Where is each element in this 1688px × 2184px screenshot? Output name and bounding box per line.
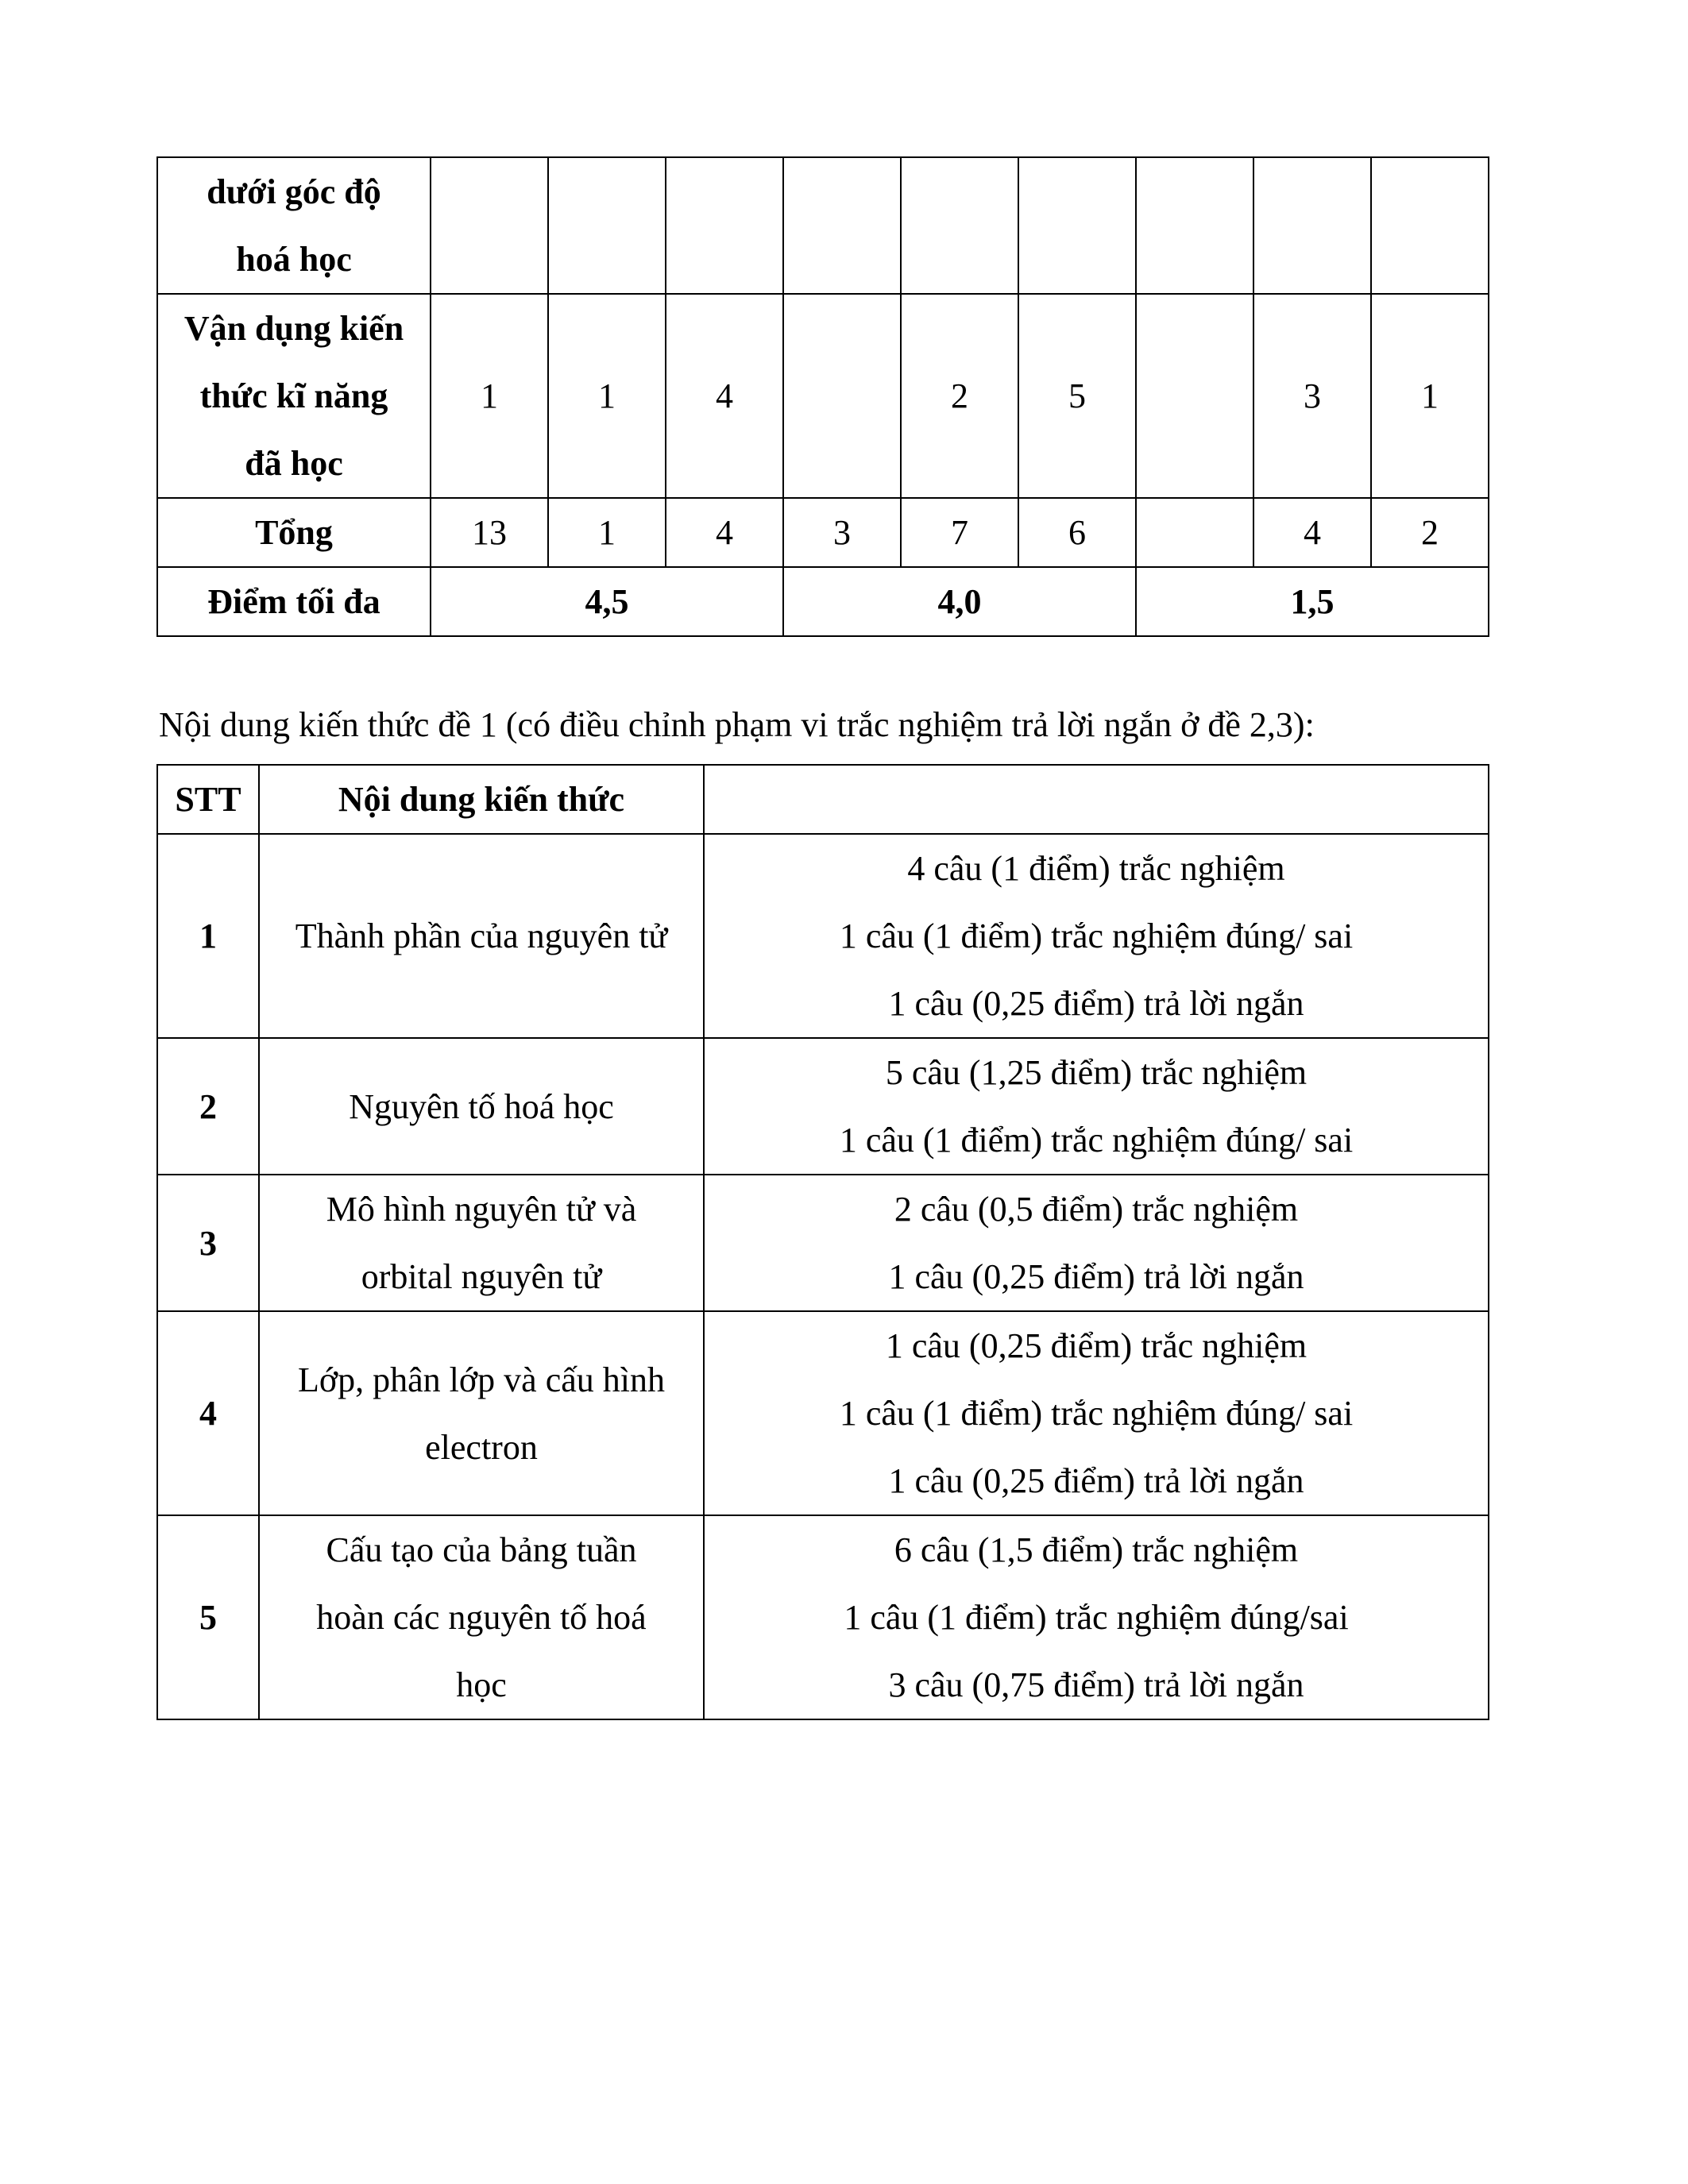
stt-cell: 3 [157, 1175, 259, 1311]
table-row [157, 294, 1489, 498]
content-cell: Thành phần của nguyên tử [259, 834, 704, 1038]
table-row [157, 1311, 1489, 1515]
table-cell [431, 157, 548, 294]
table-row [157, 1515, 1489, 1719]
details-cell: 5 câu (1,25 điểm) trắc nghiệm 1 câu (1 điểm) trắc nghiệm đúng/ sai [704, 1038, 1489, 1175]
table-cell [1136, 294, 1253, 498]
details-cell: 6 câu (1,5 điểm) trắc nghiệm 1 câu (1 điểm) trắc nghiệm đúng/sai 3 câu (0,75 điểm) trả lời ngắn [704, 1515, 1489, 1719]
row-label: Điểm tối đa [157, 567, 431, 636]
table-cell: 6 [1018, 498, 1136, 567]
row-label: Tổng [157, 498, 431, 567]
max-score-cell: 4,0 [783, 567, 1136, 636]
table-cell [1136, 498, 1253, 567]
row-label: dưới góc độ hoá học [157, 157, 431, 294]
content-cell: Lớp, phân lớp và cấu hình electron [259, 1311, 704, 1515]
table-cell: 7 [901, 498, 1018, 567]
details-cell: 2 câu (0,5 điểm) trắc nghiệm 1 câu (0,25 điểm) trả lời ngắn [704, 1175, 1489, 1311]
table-cell [1018, 157, 1136, 294]
table-cell: 2 [901, 294, 1018, 498]
table-cell: 4 [1253, 498, 1371, 567]
table-cell: 1 [1371, 294, 1489, 498]
table-cell [1371, 157, 1489, 294]
stt-cell: 5 [157, 1515, 259, 1719]
table-row [157, 1038, 1489, 1175]
details-cell: 1 câu (0,25 điểm) trắc nghiệm 1 câu (1 điểm) trắc nghiệm đúng/ sai 1 câu (0,25 điểm) trả lời ngắn [704, 1311, 1489, 1515]
table-row [157, 567, 1489, 636]
table-row [157, 157, 1489, 294]
column-header [704, 765, 1489, 834]
table-cell [783, 294, 901, 498]
table-cell: 3 [1253, 294, 1371, 498]
table-cell [666, 157, 783, 294]
table-cell: 13 [431, 498, 548, 567]
score-matrix-table [156, 156, 1489, 637]
max-score-cell: 1,5 [1136, 567, 1489, 636]
stt-cell: 4 [157, 1311, 259, 1515]
table-cell: 4 [666, 294, 783, 498]
column-header: STT [157, 765, 259, 834]
table-cell [783, 157, 901, 294]
table-cell [548, 157, 666, 294]
row-label: Vận dụng kiến thức kĩ năng đã học [157, 294, 431, 498]
table-cell: 2 [1371, 498, 1489, 567]
table-row [157, 498, 1489, 567]
stt-cell: 2 [157, 1038, 259, 1175]
table-cell: 5 [1018, 294, 1136, 498]
table-row [157, 1175, 1489, 1311]
content-cell: Cấu tạo của bảng tuần hoàn các nguyên tố hoá học [259, 1515, 704, 1719]
content-table [156, 764, 1489, 1720]
table-cell: 1 [548, 498, 666, 567]
table-cell [1253, 157, 1371, 294]
max-score-cell: 4,5 [431, 567, 783, 636]
table-cell: 1 [548, 294, 666, 498]
details-cell: 4 câu (1 điểm) trắc nghiệm 1 câu (1 điểm) trắc nghiệm đúng/ sai 1 câu (0,25 điểm) trả lời ngắn [704, 834, 1489, 1038]
section-intro-text: Nội dung kiến thức đề 1 (có điều chỉnh phạm vi trắc nghiệm trả lời ngắn ở đề 2,3): [159, 705, 1315, 744]
table-cell [901, 157, 1018, 294]
table-cell: 4 [666, 498, 783, 567]
table-cell: 3 [783, 498, 901, 567]
table-cell [1136, 157, 1253, 294]
content-cell: Mô hình nguyên tử và orbital nguyên tử [259, 1175, 704, 1311]
table-row [157, 834, 1489, 1038]
stt-cell: 1 [157, 834, 259, 1038]
content-cell: Nguyên tố hoá học [259, 1038, 704, 1175]
table-header-row [157, 765, 1489, 834]
column-header: Nội dung kiến thức [259, 765, 704, 834]
table-cell: 1 [431, 294, 548, 498]
